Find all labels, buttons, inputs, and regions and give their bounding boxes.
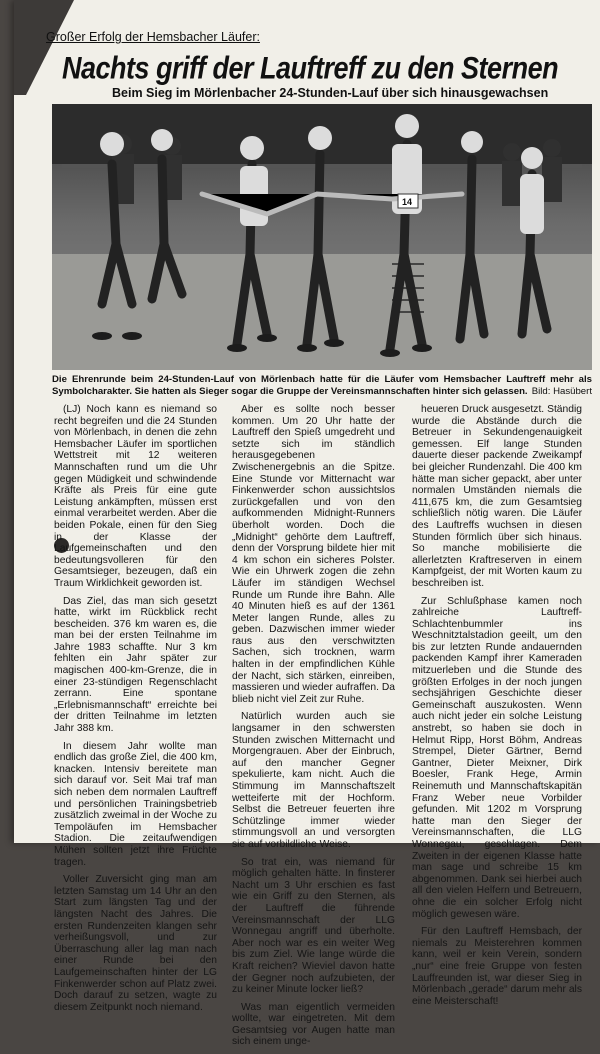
runner-bib-number: 14 [402,197,413,207]
article-paragraph: So trat ein, was niemand für möglich gehalten hätte. In finsterer Nacht um 3 Uhr erschien es fast wie ein Griff zu den Sternen, als der Lauftreff die führende Vereinsmannschaft der LLG Wonnegau angriff und überholte. Aber noch war es ein weiter Weg bis zum Ziel. Wie lange würde die Kraft reichen? Wieviel davon hatte der Gegner noch aufzubieten, der zu keiner Minute locker ließ? [232,856,395,996]
article-paragraph: Aber es sollte noch besser kommen. Um 20 Uhr hatte der Lauftreff den Spieß umgedreht und setzte sich im ständlich herausgegebenen Zwischenergebnis an die Spitze. Eine Stunde vor Mitternacht war Finkenwerder schon aussichtslos zurückgefallen und von den aufkommenden Midnight-Runners überholt worden. Doch die „Midnight“ gehörte dem Lauftreff, denn der Vorsprung bildete hier mit 4 km schon ein sicheres Polster. Wie ein Uhrwerk zogen die zehn Läufer im ständigen Wechsel Runde um Runde ihre Bahn. Alle 40 Minuten hieß es auf der 1361 Meter langen Runde, alles zu geben. Dazwischen immer wieder raus aus den verschwitzten Sachen, sich trocknen, warm halten in der empfindlichen Kühle der Nacht, sich stärken, einreiben, massieren und wieder aufraffen. Da blieb nicht viel Zeit zur Ruhe. [232,404,395,705]
article-paragraph: Für den Lauftreff Hemsbach, der niemals zu Meisterehren kommen kann, weil er kein Verein, sondern „nur“ eine freie Gruppe von festen Lauffreunden ist, war dieser Sieg in Mörlenbach „gerade“ darum mehr als eine Meisterschaft! [412,926,582,1007]
article-paragraph: Voller Zuversicht ging man am letzten Samstag um 14 Uhr an den Start zum längsten Tag und der längsten Nacht des Jahres. Die ersten Rundenzeiten klangen sehr verheißungsvoll, und zur Überraschung aller lag man nach einer Runde bei den Laufgemeinschaften hinter der LG Finkenwerder schon auf Platz zwei. Doch darauf zu setzen, wagte zu diesem Zeitpunkt noch niemand. [54,874,217,1013]
article-paragraph: heueren Druck ausgesetzt. Ständig wurde die Abstände durch die Betreuer in Sekundengenauigkeit gemessen. Elf lange Stunden dauerte dieser packende Zweikampf bei gleicher Rundenzahl. Die 400 km hätte man sicher gepackt, aber unter normalen Umständen niemals die 411,675 km, die zum Gesamtsieg schließlich nötig waren. Die Läufer des Lauftreffs wuchsen in diesen Stunden förmlich über sich hinaus. So manche mobilisierte die allerletzten Kraftreserven in einem Kampfgeist, der mit Worten kaum zu beschreiben ist. [412,404,582,589]
article-subhead: Beim Sieg im Mörlenbacher 24-Stunden-Lauf über sich hinausgewachsen [112,86,549,100]
runners-photo [52,104,592,370]
article-paragraph: Was man eigentlich vermeiden wollte, war eingetreten. Mit dem Gesamtsieg vor Augen hatte man sich einem unge- [232,1001,395,1048]
article-paragraph: (LJ) Noch kann es niemand so recht begreifen und die 24 Stunden von Mörlenbach, in denen die zehn Hemsbacher Läufer im sportlichen Wettstreit mit 12 weiteren Mannschaften rund um die Uhr gegen Müdigkeit und schwindende Kräfte als Preis für eine gute Leistung ankämpften, müssen erst einmal verarbeitet werden. Aber die beiden Pokale, einen für den Sieg in der Klasse der Laufgemeinschaften und den bedeutungsvolleren für den Gesamtsieger, bezeugen, daß ein Traum Wirklichkeit geworden ist. [54,404,217,589]
article-column-1 [54,404,217,1019]
photo-caption-text: Die Ehrenrunde beim 24-Stunden-Lauf von Mörlenbach hatte für die Läufer vom Hemsbacher Lauftreff mehr als Symbolcharakter. Sie hatten als Sieger sogar die Gruppe der Vereinsmannschaften hinter sich gelassen. [52,374,592,397]
photo-caption [52,374,592,397]
article-paragraph: Natürlich wurden auch sie langsamer in den schwersten Stunden zwischen Mitternacht und Morgengrauen. Aber der Einbruch, auf den mancher Gegner spekulierte, kam nicht. Auch die Stimmung im Mannschaftszelt wetteiferte mit der Hochform. Selbst die Betreuer feuerten ihre Schützlinge immer wieder stimmungsvoll an und versorgten sie auf vorbildliche Weise. [232,711,395,850]
article-column-3 [412,404,582,1013]
article-paragraph: In diesem Jahr wollte man endlich das große Ziel, die 400 km, knacken. Intensiv bereitete man sich darauf vor. Seit Mai traf man sich neben dem normalen Lauftreff und persönlichen Trainingsbetrieb zusätzlich zweimal in der Woche zu Tempoläufen im Hemsbacher Stadion. Die zeitaufwendigen Mühen sollten jetzt ihre Früchte tragen. [54,740,217,868]
article-paragraph: Zur Schlußphase kamen noch zahlreiche Lauftreff-Schlachtenbummler ins Weschnitztalstadion geeilt, um den bis zur letzten Runde andauernden packenden Kampf ihrer Kameraden mitzuerleben und die Stunde des größten Erfolges in der noch jungen sechsjährigen Geschichte dieser Gemeinschaft auszukosten. Wenn auch nicht jeder ein solche Leistung anstrebt, so haben sie doch in Helmut Ripp, Horst Böhm, Andreas Strempel, Dieter Gärtner, Bernd Gantner, Dieter Meixner, Dirk Boesler, Frank Hege, Armin Reinemuth und Mannschaftskapitän Franz Weber neue Vorbilder gefunden. Mit 1202 m Vorsprung hatte man den Sieger der Vereinsmannschaften, die LLG Wonnegau, geschlagen. Dem Zweiten in der eigenen Klasse hatte man sage und schreibe 15 km abgenommen. Dank sei hierbei auch all den vielen Helfern und Betreuern, ohne die ein solcher Erfolg nicht möglich gewesen wäre. [412,595,582,920]
runners-photo-illustration [52,104,592,370]
photo-credit: Bild: Hasübert [531,385,592,397]
article-column-2 [232,404,395,1054]
article-kicker: Großer Erfolg der Hemsbacher Läufer: [46,30,260,44]
article-paragraph: Das Ziel, das man sich gesetzt hatte, wirkt im Rückblick recht bescheiden. 376 km waren es, die man bei der ersten Teilnahme im Jahre 1983 schaffte. Nur 3 km fehlten ein Jahr später zur magischen 400-km-Grenze, die in einer 23-stündigen Regenschlacht zerrann. Eine spontane „Erlebnismannschaft“ erreichte bei der dritten Teilnahme im letzten Jahr 388 km. [54,595,217,735]
article-headline: Nachts griff der Lauftreff zu den Sternen [62,50,559,86]
